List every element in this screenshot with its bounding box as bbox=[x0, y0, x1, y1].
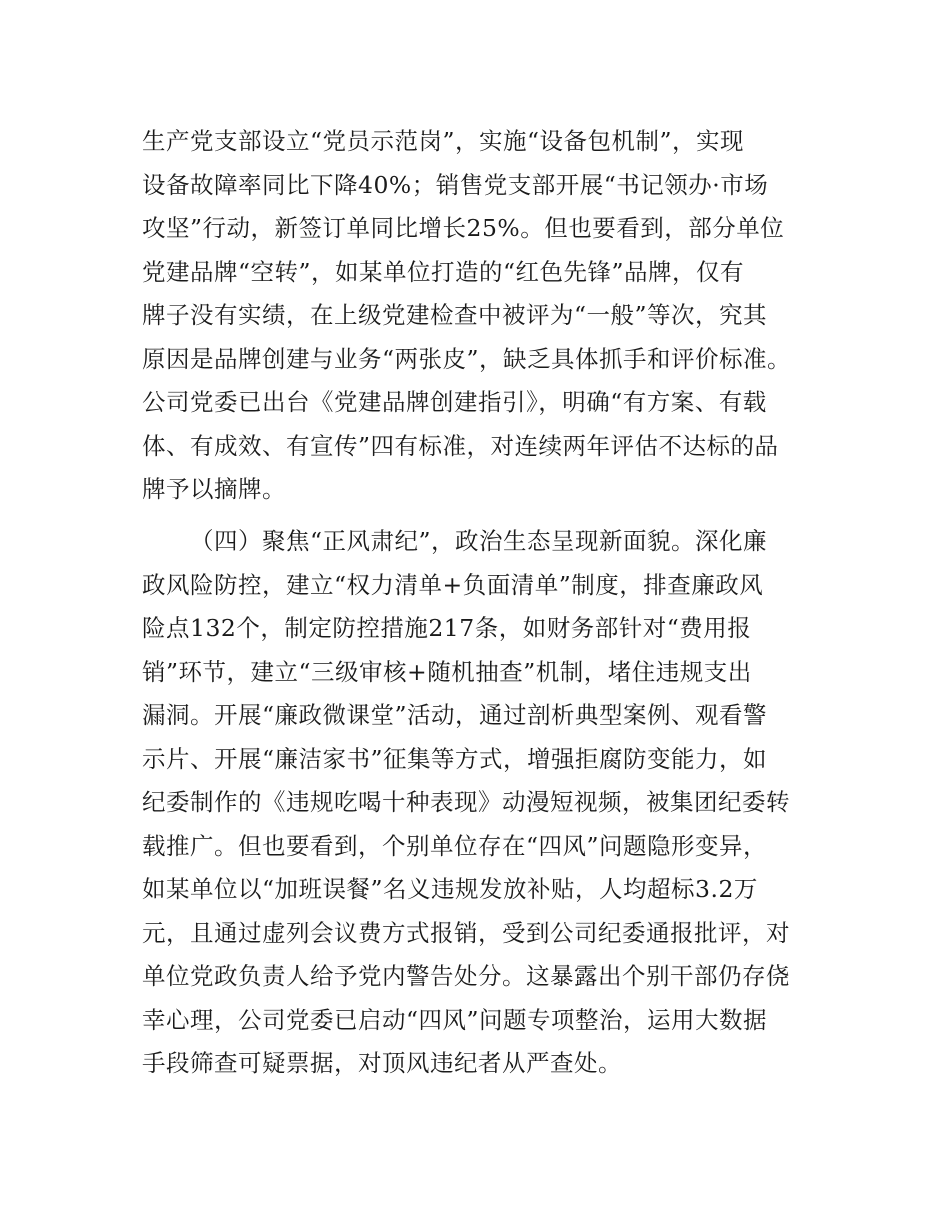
text-line: 原因是品牌创建与业务“两张皮”，缺乏具体抓手和评价标准。 bbox=[142, 344, 792, 373]
text-line: 载推广。但也要看到，个别单位存在“四风”问题隐形变异， bbox=[142, 831, 768, 860]
paragraph-brand-building bbox=[142, 120, 822, 512]
text-line: 政风险防控，建立“权力清单+负面清单”制度，排查廉政风 bbox=[142, 570, 764, 599]
section-heading-line: （四）聚焦“正风肃纪”，政治生态呈现新面貌。深化廉 bbox=[190, 527, 768, 555]
text-line: 幸心理，公司党委已启动“四风”问题专项整治，运用大数据 bbox=[142, 1005, 768, 1034]
text-line: 示片、开展“廉洁家书”征集等方式，增强拒腐防变能力，如 bbox=[142, 744, 768, 773]
text-line: 体、有成效、有宣传”四有标准，对连续两年评估不达标的品 bbox=[142, 431, 779, 460]
text-line: 单位党政负责人给予党内警告处分。这暴露出个别干部仍存侥 bbox=[142, 962, 790, 990]
text-line: 牌子没有实绩，在上级党建检查中被评为“一般”等次，究其 bbox=[142, 301, 768, 329]
text-line: 漏洞。开展“廉政微课堂”活动，通过剖析典型案例、观看警 bbox=[142, 701, 768, 729]
text-line: 公司党委已出台《党建品牌创建指引》，明确“有方案、有载 bbox=[142, 388, 767, 416]
paragraph-discipline bbox=[142, 520, 822, 1086]
text-line: 党建品牌“空转”，如某单位打造的“红色先锋”品牌，仅有 bbox=[142, 257, 745, 286]
text-line: 手段筛查可疑票据，对顶风违纪者从严查处。 bbox=[142, 1049, 622, 1077]
text-line: 险点132个，制定防控措施217条，如财务部针对“费用报 bbox=[142, 614, 752, 642]
text-line: 纪委制作的《违规吃喝十种表现》动漫短视频，被集团纪委转 bbox=[142, 788, 790, 816]
text-line: 牌予以摘牌。 bbox=[142, 475, 286, 503]
text-line: 销”环节，建立“三级审核+随机抽查”机制，堵住违规支出 bbox=[142, 657, 752, 686]
text-line: 生产党支部设立“党员示范岗”，实施“设备包机制”，实现 bbox=[142, 127, 745, 155]
text-line: 设备故障率同比下降40%；销售党支部开展“书记领办·市场 bbox=[142, 170, 769, 199]
text-line: 如某单位以“加班误餐”名义违规发放补贴，人均超标3.2万 bbox=[142, 875, 758, 903]
text-line: 元，且通过虚列会议费方式报销，受到公司纪委通报批评，对 bbox=[142, 918, 790, 947]
text-line: 攻坚”行动，新签订单同比增长25%。但也要看到，部分单位 bbox=[142, 214, 785, 242]
